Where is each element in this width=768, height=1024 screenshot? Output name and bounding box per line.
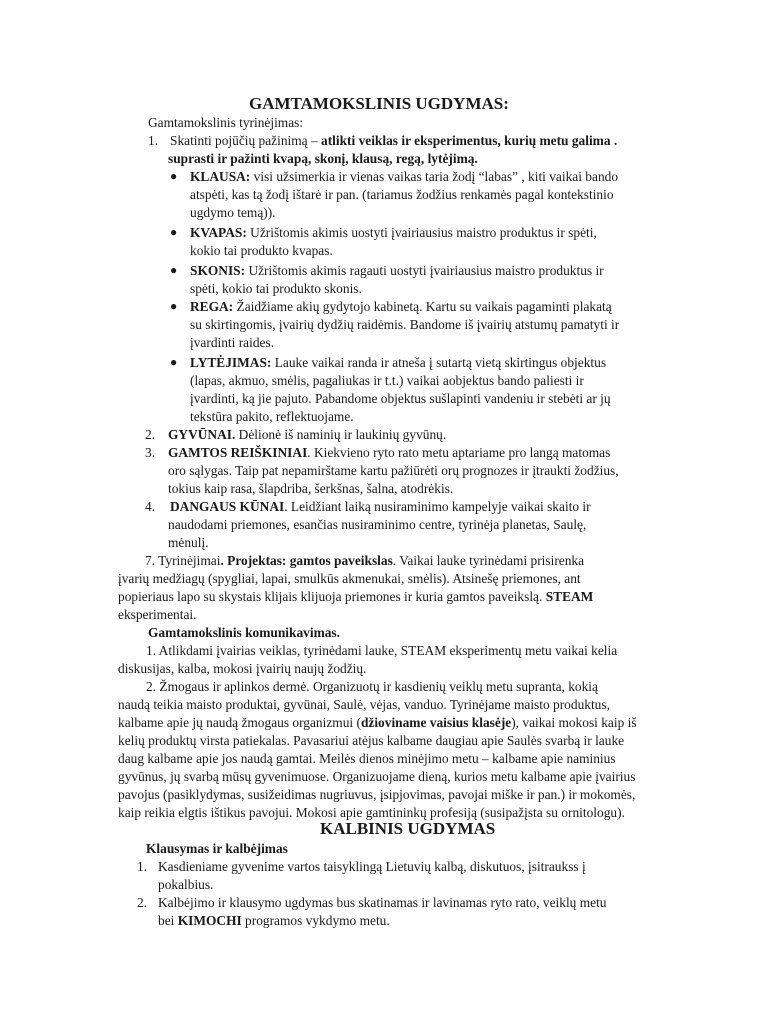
list-item-1-line2: suprasti ir pažinti kvapą, skonį, klausą, regą, lytėjimą. <box>168 151 478 166</box>
subsection-title-klausymas: Klausymas ir kalbėjimas <box>146 841 288 856</box>
list-item-3-line3: tokius kaip rasa, šlapdriba, šerkšnas, šalna, atodrėkis. <box>168 481 454 496</box>
bullet-klausa-line1: KLAUSA: visi užsimerkia ir vienas vaikas taria žodį “labas” , kiti vaikai bando <box>190 169 619 184</box>
bullet-icon: ● <box>170 355 178 369</box>
list-number: 3. <box>145 445 156 460</box>
para2-line7: pavojus (pasiklydymas, susižeidimas nugriuvus, įsipjovimas, pavojai miške ir pan.) ir mokomės, <box>118 787 636 802</box>
bullet-kvapas-line1: KVAPAS: Užrištomis akimis uostyti įvairiausius maistro produktus ir spėti, <box>190 225 597 240</box>
list-item-3-line1: GAMTOS REIŠKINIAI. Kiekvieno ryto rato metu aptariame pro langą matomas <box>168 445 611 460</box>
kal2-line2: bei KIMOCHI programos vykdymo metu. <box>158 913 390 928</box>
bullet-lytejimas-line4: tekstūra pakito, reflektuojame. <box>190 409 354 424</box>
kal1-line1: Kasdieniame gyvenime vartos taisyklingą Lietuvių kalbą, diskutuos, įsitraukss į <box>158 859 586 874</box>
bullet-rega-line2: su skirtingomis, įvairių dydžių raidėmis. Bandome iš įvairių atstumų pamatyti ir <box>190 317 620 332</box>
bullet-kvapas-line2: kokio tai produkto kvapas. <box>190 243 333 258</box>
para1-line2: diskusijas, kalba, mokosi įvairių naujų žodžių. <box>118 661 367 676</box>
para2-line1: 2. Žmogaus ir aplinkos dermė. Organizuotų ir kasdienių veiklų metu supranta, kokią <box>146 679 598 694</box>
bullet-klausa-line3: ugdymo temą)). <box>190 205 276 220</box>
para2-line5: daug kalbame apie jos naudą gamtai. Meilės dienos minėjimo metu – kalbame apie naminius <box>118 751 616 766</box>
bullet-rega-line1: REGA: Žaidžiame akių gydytojo kabinetą. Kartu su vaikais pagaminti plakatą <box>190 299 612 314</box>
para2-line6: gyvūnus, jų svarbą mūsų gyvenimuose. Organizuojame dieną, kurios metu kalbame apie įvairius <box>118 769 636 784</box>
list-number: 2. <box>145 427 156 442</box>
list-item-4-line3: mėnulį. <box>168 535 209 550</box>
list-number: 1. <box>148 133 159 148</box>
list-number: 2. <box>137 895 148 910</box>
para2-line2: naudą teikia maisto produktai, gyvūnai, Saulė, vėjas, vanduo. Tyrinėjame maisto produktus, <box>118 697 610 712</box>
list-item-3-line2: oro sąlygas. Taip pat nepamirštame kartu pažiūrėti orų prognozes ir įtraukti žodžius, <box>168 463 619 478</box>
list-item-1-line1: Skatinti pojūčių pažinimą – atlikti veiklas ir eksperimentus, kurių metu galima . <box>170 133 618 148</box>
bullet-icon: ● <box>170 225 178 239</box>
list-item-4-line1: DANGAUS KŪNAI. Leidžiant laiką nusiraminimo kampelyje vaikai skaito ir <box>170 499 591 514</box>
kal2-line1: Kalbėjimo ir klausymo ugdymas bus skatinamas ir lavinamas ryto rato, veiklų metu <box>158 895 607 910</box>
para1-line1: 1. Atlikdami įvairias veiklas, tyrinėdami lauke, STEAM eksperimentų metu vaikai kelia <box>146 643 618 658</box>
subsection-title-tyrinejimas: Gamtamokslinis tyrinėjimas: <box>148 115 304 130</box>
section-title-kalbinis: KALBINIS UGDYMAS <box>320 819 496 838</box>
bullet-rega-line3: įvardinti raides. <box>190 335 275 350</box>
item7-line3: popieriaus lapo su skystais klijais klijuoja priemones ir kuria gamtos paveikslą. STEAM <box>118 589 594 604</box>
bullet-lytejimas-line2: (lapas, akmuo, smėlis, pagaliukas ir t.t.) vaikai aobjektus bando paliesti ir <box>190 373 584 388</box>
bullet-lytejimas-line1: LYTĖJIMAS: Lauke vaikai randa ir atneša į sutartą vietą skirtingus objektus <box>190 355 607 370</box>
bullet-skonis-line1: SKONIS: Užrištomis akimis ragauti uostyti įvairiausius maistro produktus ir <box>190 263 604 278</box>
bullet-klausa-line2: atspėti, kas tą žodį ištarė ir pan. (tariamus žodžius renkamės pagal kontekstinio <box>190 187 614 202</box>
bullet-skonis-line2: spėti, kokio tai produkto skonis. <box>190 281 362 296</box>
bullet-icon: ● <box>170 263 178 277</box>
bullet-icon: ● <box>170 169 178 183</box>
section-title-gamtamokslinis: GAMTAMOKSLINIS UGDYMAS: <box>249 94 509 113</box>
item7-line2: įvarių medžiagų (spygliai, lapai, smulkūs akmenukai, smėlis). Atsinešę priemones, ant <box>118 571 581 586</box>
para2-line3: kalbame apie jų naudą žmogaus organizmui (džioviname vaisius klasėje), vaikai mokosi kaip iš <box>118 715 637 730</box>
bullet-icon: ● <box>170 299 178 313</box>
item7-line1: 7. Tyrinėjimai. Projektas: gamtos paveikslas. Vaikai lauke tyrinėdami prisirenka <box>145 553 585 568</box>
para2-line4: kelių produktų virsta patiekalas. Pavasariui atėjus kalbame daugiau apie Saulės svarbą ir lauke <box>118 733 625 748</box>
para2-line8: kaip reikia elgtis ištikus pavojui. Mokosi apie gamtininkų profesiją (susipažįsta su ornitologu). <box>118 805 625 820</box>
kal1-line2: pokalbius. <box>158 877 214 892</box>
list-number: 4. <box>145 499 156 514</box>
list-item-4-line2: naudodami priemones, esančias nusiraminimo centre, tyrinėja planetas, Saulę, <box>168 517 587 532</box>
bullet-lytejimas-line3: įvardinti, ką jie pajuto. Pabandome objektus sušlapinti vandeniu ir stebėti ar jų <box>190 391 611 406</box>
item7-line4: eksperimentai. <box>118 607 197 622</box>
subsection-title-komunikavimas: Gamtamokslinis komunikavimas. <box>148 625 340 640</box>
list-item-2: GYVŪNAI. Dėlionė iš naminių ir laukinių gyvūnų. <box>168 427 447 442</box>
list-number: 1. <box>137 859 148 874</box>
